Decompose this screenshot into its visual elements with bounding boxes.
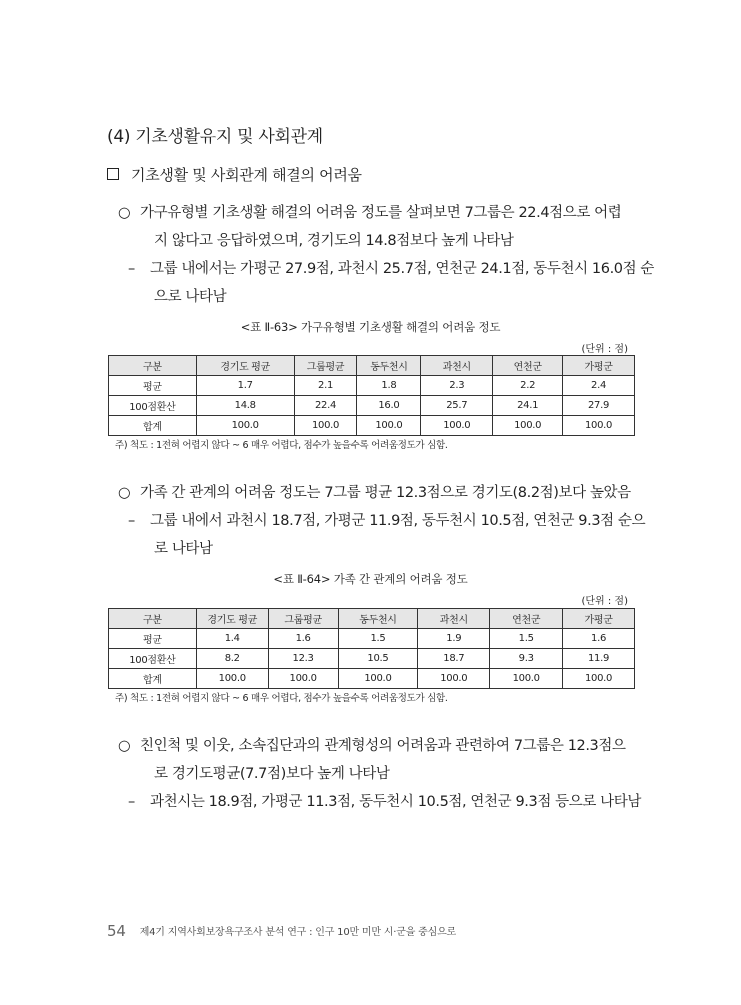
table-header-cell: 동두천시: [357, 356, 421, 376]
table-2-caption: <표 Ⅱ-64> 가족 간 관계의 어려움 정도: [273, 572, 468, 586]
table-header-cell: 동두천시: [338, 609, 418, 629]
table-2-unit: (단위 : 점): [581, 596, 628, 607]
paragraph-3-line-3: 과천시는 18.9점, 가평군 11.3점, 동두천시 10.5점, 연천군 9.3점 등으로 나타남: [150, 794, 641, 810]
table-header-cell: 가평군: [563, 609, 635, 629]
table-cell: 100.0: [490, 669, 563, 689]
table-cell: 27.9: [563, 396, 635, 416]
table-row: [109, 376, 635, 396]
table-header-cell: 연천군: [493, 356, 563, 376]
table-cell: 24.1: [493, 396, 563, 416]
paragraph-2-line-1: 가족 간 관계의 어려움 정도는 7그룹 평균 12.3점으로 경기도(8.2점)보다 높았음: [140, 485, 631, 501]
subsection-heading: [107, 164, 362, 185]
table-header-cell: 과천시: [418, 609, 490, 629]
checkbox-square-icon: [107, 168, 119, 180]
table-header-cell: 구분: [109, 609, 197, 629]
dash-bullet-icon: –: [128, 261, 135, 277]
table-cell: 100.0: [268, 669, 338, 689]
table-cell: 100.0: [493, 416, 563, 436]
circle-bullet-icon: ○: [118, 738, 131, 754]
footer-text: 제4기 지역사회보장욕구조사 분석 연구 : 인구 10만 미만 시·군을 중심으로: [139, 927, 457, 938]
circle-bullet-icon: ○: [118, 485, 131, 501]
table-cell: 1.6: [268, 629, 338, 649]
circle-bullet-icon: ○: [118, 205, 131, 221]
table-cell: 1.4: [196, 629, 268, 649]
table-cell: 평균: [109, 376, 197, 396]
table-cell: 2.2: [493, 376, 563, 396]
table-cell: 100.0: [563, 669, 635, 689]
table-header-cell: 가평군: [563, 356, 635, 376]
table-header-cell: 그룹평균: [294, 356, 357, 376]
paragraph-1-line-1: 가구유형별 기초생활 해결의 어려움 정도를 살펴보면 7그룹은 22.4점으로 어렵: [140, 205, 622, 221]
paragraph-1-line-2: 지 않다고 응답하였으며, 경기도의 14.8점보다 높게 나타남: [154, 233, 514, 249]
table-header-cell: 연천군: [490, 609, 563, 629]
paragraph-1-line-4: 으로 나타남: [154, 289, 227, 305]
table-2: [108, 608, 635, 689]
table-cell: 100.0: [196, 669, 268, 689]
table-cell: 100점환산: [109, 649, 197, 669]
table-header-cell: 그룹평균: [268, 609, 338, 629]
table-cell: 합계: [109, 416, 197, 436]
dash-bullet-icon: –: [128, 513, 135, 529]
paragraph-1: [118, 201, 654, 309]
table-row: [109, 416, 635, 436]
table-1: [108, 355, 635, 436]
table-cell: 평균: [109, 629, 197, 649]
table-row: [109, 669, 635, 689]
table-cell: 12.3: [268, 649, 338, 669]
table-cell: 1.7: [196, 376, 294, 396]
paragraph-2: [118, 481, 645, 561]
table-cell: 100.0: [421, 416, 493, 436]
table-cell: 9.3: [490, 649, 563, 669]
table-cell: 18.7: [418, 649, 490, 669]
table-cell: 1.8: [357, 376, 421, 396]
table-cell: 2.4: [563, 376, 635, 396]
table-cell: 16.0: [357, 396, 421, 416]
table-cell: 100점환산: [109, 396, 197, 416]
table-cell: 100.0: [563, 416, 635, 436]
page-footer: [107, 922, 456, 940]
table-cell: 100.0: [294, 416, 357, 436]
dash-bullet-icon: –: [128, 794, 135, 810]
table-2-header-row: [109, 609, 635, 629]
table-header-cell: 경기도 평균: [196, 609, 268, 629]
table-cell: 1.5: [338, 629, 418, 649]
paragraph-3-line-2: 로 경기도평균(7.7점)보다 높게 나타남: [154, 766, 390, 782]
table-cell: 22.4: [294, 396, 357, 416]
table-cell: 1.6: [563, 629, 635, 649]
table-cell: 25.7: [421, 396, 493, 416]
table-row: [109, 629, 635, 649]
paragraph-3: [118, 734, 641, 814]
paragraph-2-line-2: 그룹 내에서 과천시 18.7점, 가평군 11.9점, 동두천시 10.5점, 연천군 9.3점 순으: [150, 513, 646, 529]
section-heading: (4) 기초생활유지 및 사회관계: [107, 127, 323, 147]
table-cell: 11.9: [563, 649, 635, 669]
table-row: [109, 396, 635, 416]
table-2-note: 주) 척도 : 1전혀 어렵지 않다 ~ 6 매우 어렵다, 점수가 높을수록 어려움정도가 심함.: [115, 693, 448, 704]
table-1-header-row: [109, 356, 635, 376]
paragraph-1-line-3: 그룹 내에서는 가평군 27.9점, 과천시 25.7점, 연천군 24.1점, 동두천시 16.0점 순: [150, 261, 655, 277]
paragraph-3-line-1: 친인척 및 이웃, 소속집단과의 관계형성의 어려움과 관련하여 7그룹은 12.3점으: [140, 738, 626, 754]
table-cell: 2.3: [421, 376, 493, 396]
table-cell: 합계: [109, 669, 197, 689]
table-header-cell: 구분: [109, 356, 197, 376]
table-cell: 100.0: [357, 416, 421, 436]
table-1-unit: (단위 : 점): [581, 344, 628, 355]
table-cell: 100.0: [338, 669, 418, 689]
table-cell: 10.5: [338, 649, 418, 669]
table-1-note: 주) 척도 : 1전혀 어렵지 않다 ~ 6 매우 어렵다, 점수가 높을수록 어려움정도가 심함.: [115, 440, 448, 451]
table-row: [109, 649, 635, 669]
table-cell: 1.9: [418, 629, 490, 649]
page-number: 54: [107, 922, 126, 940]
table-cell: 100.0: [196, 416, 294, 436]
subsection-heading-text: 기초생활 및 사회관계 해결의 어려움: [131, 166, 362, 184]
paragraph-2-line-3: 로 나타남: [154, 541, 213, 557]
table-header-cell: 과천시: [421, 356, 493, 376]
table-cell: 100.0: [418, 669, 490, 689]
table-cell: 2.1: [294, 376, 357, 396]
table-1-caption: <표 Ⅱ-63> 가구유형별 기초생활 해결의 어려움 정도: [240, 320, 501, 334]
table-cell: 14.8: [196, 396, 294, 416]
table-cell: 8.2: [196, 649, 268, 669]
table-header-cell: 경기도 평균: [196, 356, 294, 376]
table-cell: 1.5: [490, 629, 563, 649]
